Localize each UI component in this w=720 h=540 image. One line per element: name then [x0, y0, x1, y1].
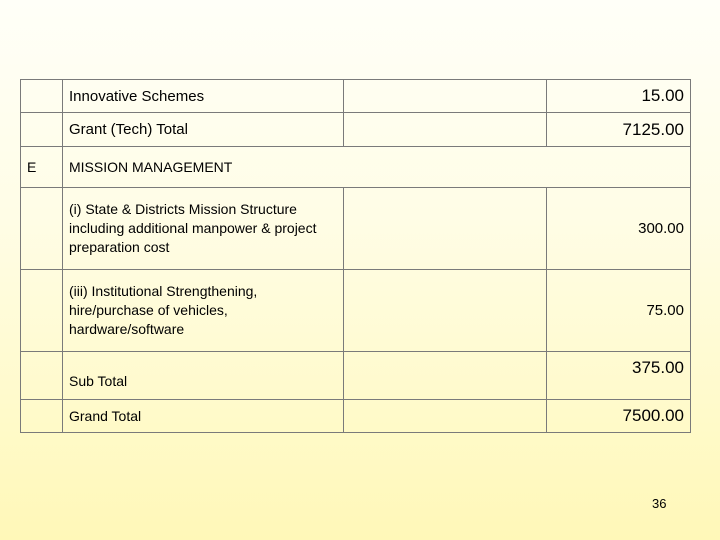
- table-row: [21, 188, 691, 270]
- table-row: [21, 400, 691, 433]
- section-letter: E: [21, 147, 63, 188]
- amount-cell: 15.00: [547, 80, 691, 113]
- empty-cell: [344, 400, 547, 433]
- section-cell: [21, 270, 63, 352]
- table-row: [21, 352, 691, 400]
- empty-cell: [344, 352, 547, 400]
- empty-cell: [344, 80, 547, 113]
- amount-cell: 7125.00: [547, 113, 691, 147]
- grand-total-amount: 7500.00: [547, 400, 691, 433]
- item-cell: Innovative Schemes: [63, 80, 344, 113]
- item-cell: Grant (Tech) Total: [63, 113, 344, 147]
- section-cell: [21, 113, 63, 147]
- section-cell: [21, 400, 63, 433]
- amount-cell: 300.00: [547, 188, 691, 270]
- section-cell: [21, 188, 63, 270]
- amount-cell: 75.00: [547, 270, 691, 352]
- section-title: MISSION MANAGEMENT: [63, 147, 691, 188]
- empty-cell: [344, 188, 547, 270]
- empty-cell: [344, 270, 547, 352]
- grand-total-label: Grand Total: [63, 400, 344, 433]
- page-number: 36: [652, 496, 667, 511]
- empty-cell: [344, 113, 547, 147]
- budget-table: [20, 79, 691, 433]
- item-cell: (i) State & Districts Mission Structure including additional manpower & project preparation cost: [63, 188, 344, 270]
- section-header-row: [21, 147, 691, 188]
- table-row: [21, 80, 691, 113]
- item-cell: (iii) Institutional Strengthening, hire/purchase of vehicles, hardware/software: [63, 270, 344, 352]
- table-row: [21, 270, 691, 352]
- table-row: [21, 113, 691, 147]
- section-cell: [21, 352, 63, 400]
- subtotal-label: Sub Total: [63, 352, 344, 400]
- section-cell: [21, 80, 63, 113]
- subtotal-amount: 375.00: [547, 352, 691, 400]
